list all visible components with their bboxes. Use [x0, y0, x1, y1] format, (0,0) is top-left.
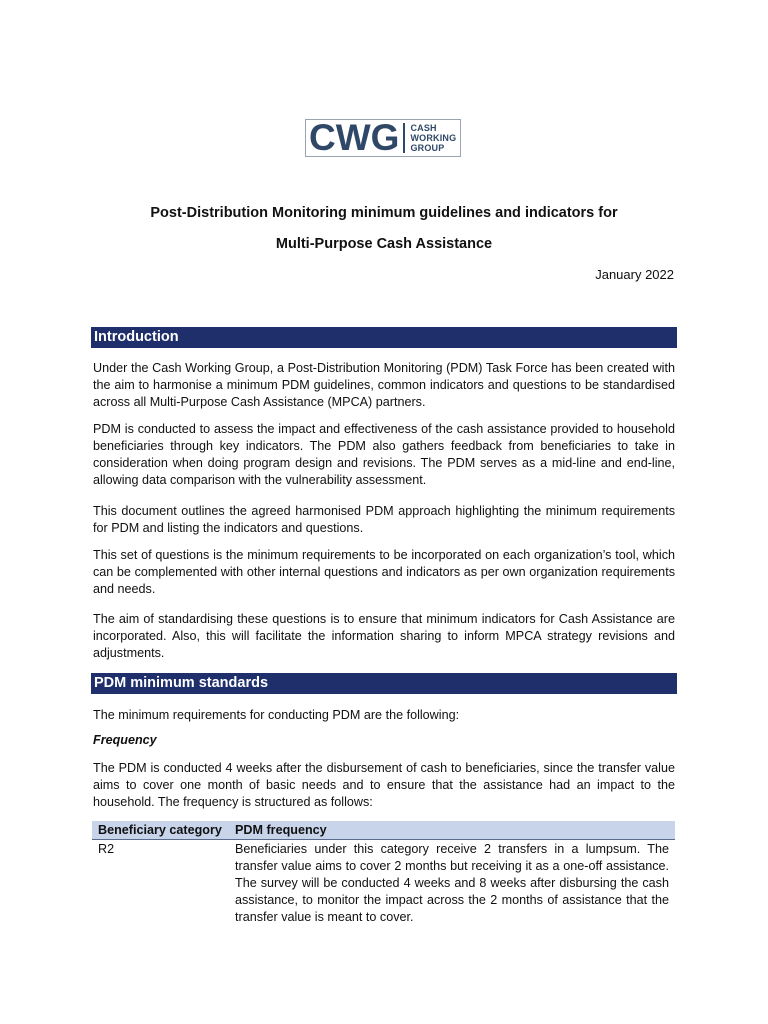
logo-word: CASH	[410, 123, 437, 133]
section-heading-pdm-standards: PDM minimum standards	[91, 673, 677, 694]
intro-paragraph-1: Under the Cash Working Group, a Post-Distribution Monitoring (PDM) Task Force has been created with the aim to harmonise a minimum PDM guidelines, common indicators and questions to be standardised across all Multi-Purpose Cash Assistance (MPCA) partners.	[93, 361, 675, 409]
standards-paragraph-1: The minimum requirements for conducting PDM are the following:	[93, 708, 460, 722]
logo-mark: CWG	[309, 117, 400, 158]
logo-words	[410, 123, 456, 153]
document-title-line-2: Multi-Purpose Cash Assistance	[275, 236, 493, 252]
frequency-label: Frequency	[93, 733, 157, 747]
column-header-beneficiary-category: Beneficiary category	[92, 821, 229, 840]
intro-paragraph-5: The aim of standardising these questions is to ensure that minimum indicators for Cash Assistance are incorporated. Also, this will facilitate the information sharing to inform MPCA strategy revisions and adjustments.	[93, 612, 675, 660]
table-header-row	[92, 821, 675, 840]
cwg-logo	[305, 119, 461, 157]
cell-pdm-frequency: Beneficiaries under this category receive 2 transfers in a lumpsum. The transfer value aims to cover 2 months but receiving it as a one-off assistance. The survey will be conducted 4 weeks and 8 weeks after disbursing the cash assistance, to monitor the impact across the 2 months of assistance that the transfer value is meant to cover.	[235, 842, 669, 924]
cell-beneficiary-category: R2	[98, 842, 115, 856]
table-row	[92, 840, 675, 928]
logo-word: GROUP	[410, 143, 445, 153]
column-header-pdm-frequency: PDM frequency	[229, 821, 675, 840]
logo-divider	[403, 123, 405, 153]
standards-paragraph-2: The PDM is conducted 4 weeks after the disbursement of cash to beneficiaries, since the transfer value aims to cover one month of basic needs and to ensure that the assistance had an impact to the household. The frequency is structured as follows:	[93, 761, 675, 809]
document-title-line-1: Post-Distribution Monitoring minimum guidelines and indicators for	[150, 205, 618, 221]
intro-paragraph-2: PDM is conducted to assess the impact and effectiveness of the cash assistance provided to household beneficiaries through key indicators. The PDM also gathers feedback from beneficiaries to take in consideration when doing program design and revisions. The PDM serves as a mid-line and end-line, allowing data comparison with the vulnerability assessment.	[93, 422, 675, 487]
logo-word: WORKING	[410, 133, 457, 143]
pdm-frequency-table	[92, 821, 675, 927]
intro-paragraph-4: This set of questions is the minimum requirements to be incorporated on each organization’s tool, which can be complemented with other internal questions and indicators as per own organization requirements and needs.	[93, 548, 675, 596]
intro-paragraph-3: This document outlines the agreed harmonised PDM approach highlighting the minimum requirements for PDM and listing the indicators and questions.	[93, 504, 675, 535]
section-heading-introduction: Introduction	[91, 327, 677, 348]
document-date: January 2022	[595, 267, 674, 282]
